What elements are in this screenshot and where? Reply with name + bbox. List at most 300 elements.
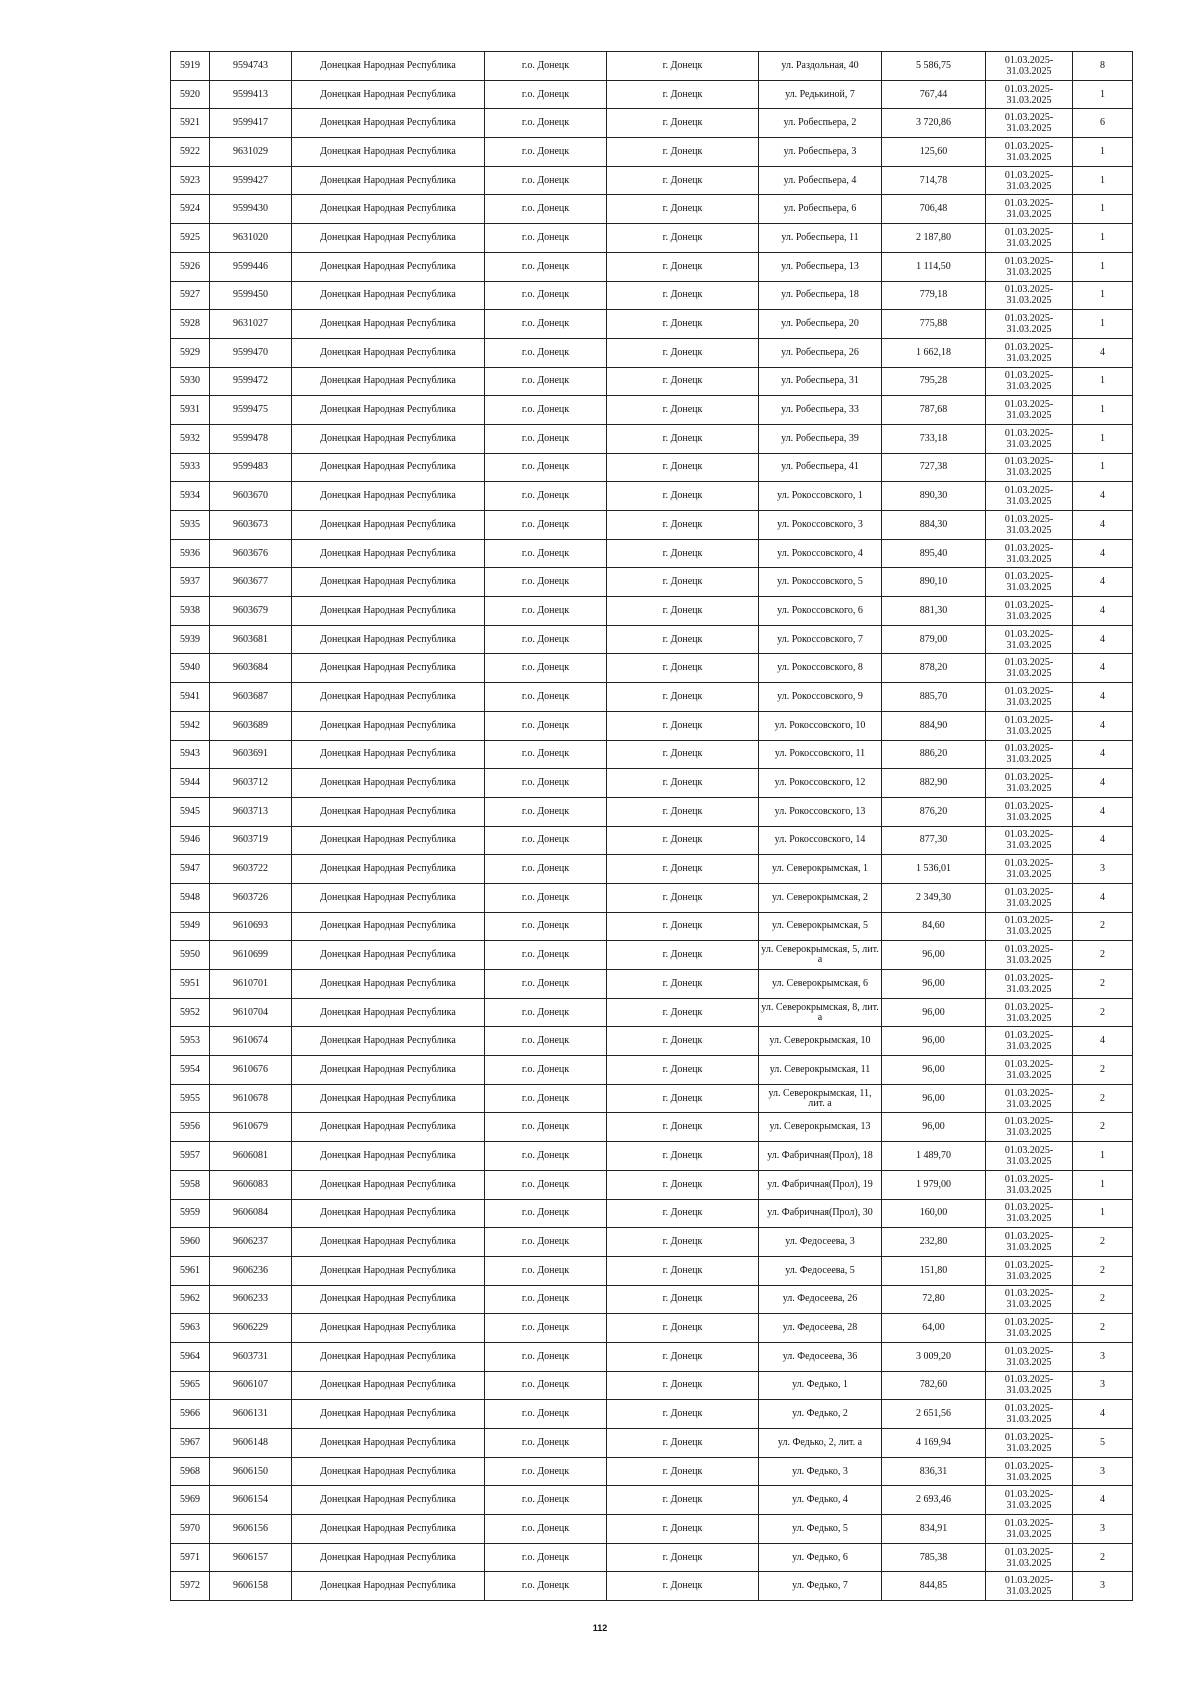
region-cell: Донецкая Народная Республика bbox=[292, 1457, 485, 1486]
region-cell: Донецкая Народная Республика bbox=[292, 281, 485, 310]
period-cell: 01.03.2025-31.03.2025 bbox=[986, 941, 1073, 970]
period-cell: 01.03.2025-31.03.2025 bbox=[986, 1170, 1073, 1199]
region-cell: Донецкая Народная Республика bbox=[292, 1371, 485, 1400]
object-code-cell: 9603673 bbox=[210, 511, 292, 540]
table-row bbox=[171, 138, 1133, 167]
city-cell: г. Донецк bbox=[607, 1142, 759, 1171]
row-number-cell: 5929 bbox=[171, 338, 210, 367]
row-number-cell: 5964 bbox=[171, 1342, 210, 1371]
object-code-cell: 9610679 bbox=[210, 1113, 292, 1142]
district-cell: г.о. Донецк bbox=[485, 740, 607, 769]
area-cell: 727,38 bbox=[882, 453, 986, 482]
address-cell: ул. Федосеева, 26 bbox=[759, 1285, 882, 1314]
table-row bbox=[171, 252, 1133, 281]
table-row bbox=[171, 1486, 1133, 1515]
count-cell: 2 bbox=[1073, 1056, 1133, 1085]
row-number-cell: 5960 bbox=[171, 1228, 210, 1257]
district-cell: г.о. Донецк bbox=[485, 1084, 607, 1113]
city-cell: г. Донецк bbox=[607, 281, 759, 310]
object-code-cell: 9603670 bbox=[210, 482, 292, 511]
data-table bbox=[170, 51, 1133, 1601]
district-cell: г.о. Донецк bbox=[485, 1342, 607, 1371]
area-cell: 782,60 bbox=[882, 1371, 986, 1400]
city-cell: г. Донецк bbox=[607, 883, 759, 912]
district-cell: г.о. Донецк bbox=[485, 281, 607, 310]
object-code-cell: 9599470 bbox=[210, 338, 292, 367]
area-cell: 890,10 bbox=[882, 568, 986, 597]
region-cell: Донецкая Народная Республика bbox=[292, 1084, 485, 1113]
region-cell: Донецкая Народная Республика bbox=[292, 482, 485, 511]
region-cell: Донецкая Народная Республика bbox=[292, 1170, 485, 1199]
object-code-cell: 9606081 bbox=[210, 1142, 292, 1171]
table-row bbox=[171, 1314, 1133, 1343]
area-cell: 96,00 bbox=[882, 1056, 986, 1085]
row-number-cell: 5958 bbox=[171, 1170, 210, 1199]
region-cell: Донецкая Народная Республика bbox=[292, 912, 485, 941]
city-cell: г. Донецк bbox=[607, 1429, 759, 1458]
region-cell: Донецкая Народная Республика bbox=[292, 1256, 485, 1285]
count-cell: 2 bbox=[1073, 912, 1133, 941]
area-cell: 4 169,94 bbox=[882, 1429, 986, 1458]
area-cell: 151,80 bbox=[882, 1256, 986, 1285]
period-cell: 01.03.2025-31.03.2025 bbox=[986, 367, 1073, 396]
count-cell: 4 bbox=[1073, 769, 1133, 798]
address-cell: ул. Робеспьера, 2 bbox=[759, 109, 882, 138]
row-number-cell: 5940 bbox=[171, 654, 210, 683]
address-cell: ул. Федосеева, 28 bbox=[759, 1314, 882, 1343]
area-cell: 884,30 bbox=[882, 511, 986, 540]
district-cell: г.о. Донецк bbox=[485, 1486, 607, 1515]
object-code-cell: 9599478 bbox=[210, 424, 292, 453]
object-code-cell: 9599417 bbox=[210, 109, 292, 138]
count-cell: 1 bbox=[1073, 424, 1133, 453]
area-cell: 1 662,18 bbox=[882, 338, 986, 367]
row-number-cell: 5969 bbox=[171, 1486, 210, 1515]
period-cell: 01.03.2025-31.03.2025 bbox=[986, 166, 1073, 195]
table-row bbox=[171, 109, 1133, 138]
table-row bbox=[171, 855, 1133, 884]
count-cell: 4 bbox=[1073, 1486, 1133, 1515]
city-cell: г. Донецк bbox=[607, 1170, 759, 1199]
object-code-cell: 9606158 bbox=[210, 1572, 292, 1601]
period-cell: 01.03.2025-31.03.2025 bbox=[986, 1429, 1073, 1458]
row-number-cell: 5942 bbox=[171, 711, 210, 740]
region-cell: Донецкая Народная Республика bbox=[292, 1285, 485, 1314]
region-cell: Донецкая Народная Республика bbox=[292, 367, 485, 396]
area-cell: 787,68 bbox=[882, 396, 986, 425]
district-cell: г.о. Донецк bbox=[485, 941, 607, 970]
city-cell: г. Донецк bbox=[607, 740, 759, 769]
address-cell: ул. Северокрымская, 5, лит. а bbox=[759, 941, 882, 970]
district-cell: г.о. Донецк bbox=[485, 1371, 607, 1400]
district-cell: г.о. Донецк bbox=[485, 797, 607, 826]
object-code-cell: 9631029 bbox=[210, 138, 292, 167]
city-cell: г. Донецк bbox=[607, 338, 759, 367]
region-cell: Донецкая Народная Республика bbox=[292, 166, 485, 195]
area-cell: 877,30 bbox=[882, 826, 986, 855]
period-cell: 01.03.2025-31.03.2025 bbox=[986, 195, 1073, 224]
city-cell: г. Донецк bbox=[607, 310, 759, 339]
count-cell: 4 bbox=[1073, 338, 1133, 367]
count-cell: 1 bbox=[1073, 1199, 1133, 1228]
row-number-cell: 5948 bbox=[171, 883, 210, 912]
object-code-cell: 9603719 bbox=[210, 826, 292, 855]
row-number-cell: 5933 bbox=[171, 453, 210, 482]
count-cell: 2 bbox=[1073, 1084, 1133, 1113]
period-cell: 01.03.2025-31.03.2025 bbox=[986, 52, 1073, 81]
table-row bbox=[171, 1228, 1133, 1257]
address-cell: ул. Федько, 2, лит. а bbox=[759, 1429, 882, 1458]
count-cell: 4 bbox=[1073, 1027, 1133, 1056]
object-code-cell: 9603684 bbox=[210, 654, 292, 683]
table-row bbox=[171, 1113, 1133, 1142]
district-cell: г.о. Донецк bbox=[485, 1457, 607, 1486]
district-cell: г.о. Донецк bbox=[485, 539, 607, 568]
count-cell: 4 bbox=[1073, 683, 1133, 712]
object-code-cell: 9599430 bbox=[210, 195, 292, 224]
region-cell: Донецкая Народная Республика bbox=[292, 883, 485, 912]
region-cell: Донецкая Народная Республика bbox=[292, 769, 485, 798]
period-cell: 01.03.2025-31.03.2025 bbox=[986, 1285, 1073, 1314]
object-code-cell: 9599472 bbox=[210, 367, 292, 396]
table-row bbox=[171, 1285, 1133, 1314]
period-cell: 01.03.2025-31.03.2025 bbox=[986, 1314, 1073, 1343]
table-row bbox=[171, 597, 1133, 626]
object-code-cell: 9603676 bbox=[210, 539, 292, 568]
address-cell: ул. Фабричная(Прол), 30 bbox=[759, 1199, 882, 1228]
object-code-cell: 9606237 bbox=[210, 1228, 292, 1257]
city-cell: г. Донецк bbox=[607, 683, 759, 712]
address-cell: ул. Северокрымская, 11 bbox=[759, 1056, 882, 1085]
object-code-cell: 9599413 bbox=[210, 80, 292, 109]
table-row bbox=[171, 1170, 1133, 1199]
city-cell: г. Донецк bbox=[607, 453, 759, 482]
city-cell: г. Донецк bbox=[607, 826, 759, 855]
region-cell: Донецкая Народная Республика bbox=[292, 1486, 485, 1515]
address-cell: ул. Федько, 1 bbox=[759, 1371, 882, 1400]
object-code-cell: 9610693 bbox=[210, 912, 292, 941]
period-cell: 01.03.2025-31.03.2025 bbox=[986, 281, 1073, 310]
row-number-cell: 5923 bbox=[171, 166, 210, 195]
region-cell: Донецкая Народная Республика bbox=[292, 1342, 485, 1371]
district-cell: г.о. Донецк bbox=[485, 711, 607, 740]
count-cell: 4 bbox=[1073, 740, 1133, 769]
area-cell: 714,78 bbox=[882, 166, 986, 195]
district-cell: г.о. Донецк bbox=[485, 109, 607, 138]
table-row bbox=[171, 883, 1133, 912]
period-cell: 01.03.2025-31.03.2025 bbox=[986, 338, 1073, 367]
area-cell: 1 979,00 bbox=[882, 1170, 986, 1199]
table-row bbox=[171, 912, 1133, 941]
table-row bbox=[171, 740, 1133, 769]
object-code-cell: 9606156 bbox=[210, 1515, 292, 1544]
region-cell: Донецкая Народная Республика bbox=[292, 1027, 485, 1056]
area-cell: 5 586,75 bbox=[882, 52, 986, 81]
district-cell: г.о. Донецк bbox=[485, 883, 607, 912]
area-cell: 96,00 bbox=[882, 1113, 986, 1142]
district-cell: г.о. Донецк bbox=[485, 1142, 607, 1171]
district-cell: г.о. Донецк bbox=[485, 826, 607, 855]
city-cell: г. Донецк bbox=[607, 1027, 759, 1056]
address-cell: ул. Раздольная, 40 bbox=[759, 52, 882, 81]
address-cell: ул. Северокрымская, 2 bbox=[759, 883, 882, 912]
object-code-cell: 9603731 bbox=[210, 1342, 292, 1371]
district-cell: г.о. Донецк bbox=[485, 396, 607, 425]
table-row bbox=[171, 797, 1133, 826]
city-cell: г. Донецк bbox=[607, 166, 759, 195]
row-number-cell: 5945 bbox=[171, 797, 210, 826]
address-cell: ул. Рокоссовского, 12 bbox=[759, 769, 882, 798]
area-cell: 2 187,80 bbox=[882, 224, 986, 253]
area-cell: 2 693,46 bbox=[882, 1486, 986, 1515]
region-cell: Донецкая Народная Республика bbox=[292, 1400, 485, 1429]
table-row bbox=[171, 511, 1133, 540]
count-cell: 3 bbox=[1073, 1457, 1133, 1486]
period-cell: 01.03.2025-31.03.2025 bbox=[986, 109, 1073, 138]
area-cell: 779,18 bbox=[882, 281, 986, 310]
area-cell: 96,00 bbox=[882, 1084, 986, 1113]
region-cell: Донецкая Народная Республика bbox=[292, 1142, 485, 1171]
count-cell: 1 bbox=[1073, 367, 1133, 396]
region-cell: Донецкая Народная Республика bbox=[292, 1572, 485, 1601]
count-cell: 1 bbox=[1073, 252, 1133, 281]
object-code-cell: 9606233 bbox=[210, 1285, 292, 1314]
table-row bbox=[171, 367, 1133, 396]
district-cell: г.о. Донецк bbox=[485, 1429, 607, 1458]
count-cell: 2 bbox=[1073, 1285, 1133, 1314]
area-cell: 84,60 bbox=[882, 912, 986, 941]
address-cell: ул. Рокоссовского, 5 bbox=[759, 568, 882, 597]
table-row bbox=[171, 1142, 1133, 1171]
city-cell: г. Донецк bbox=[607, 1113, 759, 1142]
city-cell: г. Донецк bbox=[607, 511, 759, 540]
city-cell: г. Донецк bbox=[607, 138, 759, 167]
object-code-cell: 9599446 bbox=[210, 252, 292, 281]
address-cell: ул. Рокоссовского, 8 bbox=[759, 654, 882, 683]
object-code-cell: 9606157 bbox=[210, 1543, 292, 1572]
region-cell: Донецкая Народная Республика bbox=[292, 1228, 485, 1257]
city-cell: г. Донецк bbox=[607, 1314, 759, 1343]
object-code-cell: 9610701 bbox=[210, 970, 292, 999]
row-number-cell: 5919 bbox=[171, 52, 210, 81]
address-cell: ул. Рокоссовского, 9 bbox=[759, 683, 882, 712]
district-cell: г.о. Донецк bbox=[485, 1285, 607, 1314]
object-code-cell: 9603681 bbox=[210, 625, 292, 654]
table-row bbox=[171, 310, 1133, 339]
object-code-cell: 9603712 bbox=[210, 769, 292, 798]
row-number-cell: 5944 bbox=[171, 769, 210, 798]
district-cell: г.о. Донецк bbox=[485, 1199, 607, 1228]
region-cell: Донецкая Народная Республика bbox=[292, 138, 485, 167]
address-cell: ул. Федько, 6 bbox=[759, 1543, 882, 1572]
district-cell: г.о. Донецк bbox=[485, 912, 607, 941]
district-cell: г.о. Донецк bbox=[485, 568, 607, 597]
table-row bbox=[171, 1342, 1133, 1371]
region-cell: Донецкая Народная Республика bbox=[292, 654, 485, 683]
table-row bbox=[171, 482, 1133, 511]
city-cell: г. Донецк bbox=[607, 539, 759, 568]
table-row bbox=[171, 826, 1133, 855]
city-cell: г. Донецк bbox=[607, 195, 759, 224]
period-cell: 01.03.2025-31.03.2025 bbox=[986, 568, 1073, 597]
address-cell: ул. Северокрымская, 11, лит. а bbox=[759, 1084, 882, 1113]
area-cell: 64,00 bbox=[882, 1314, 986, 1343]
district-cell: г.о. Донецк bbox=[485, 1543, 607, 1572]
object-code-cell: 9606236 bbox=[210, 1256, 292, 1285]
period-cell: 01.03.2025-31.03.2025 bbox=[986, 1572, 1073, 1601]
city-cell: г. Донецк bbox=[607, 711, 759, 740]
area-cell: 895,40 bbox=[882, 539, 986, 568]
row-number-cell: 5966 bbox=[171, 1400, 210, 1429]
address-cell: ул. Робеспьера, 41 bbox=[759, 453, 882, 482]
address-cell: ул. Робеспьера, 26 bbox=[759, 338, 882, 367]
row-number-cell: 5936 bbox=[171, 539, 210, 568]
count-cell: 1 bbox=[1073, 281, 1133, 310]
period-cell: 01.03.2025-31.03.2025 bbox=[986, 539, 1073, 568]
object-code-cell: 9606084 bbox=[210, 1199, 292, 1228]
count-cell: 1 bbox=[1073, 166, 1133, 195]
district-cell: г.о. Донецк bbox=[485, 195, 607, 224]
address-cell: ул. Федосеева, 5 bbox=[759, 1256, 882, 1285]
area-cell: 795,28 bbox=[882, 367, 986, 396]
area-cell: 767,44 bbox=[882, 80, 986, 109]
period-cell: 01.03.2025-31.03.2025 bbox=[986, 138, 1073, 167]
address-cell: ул. Робеспьера, 11 bbox=[759, 224, 882, 253]
period-cell: 01.03.2025-31.03.2025 bbox=[986, 855, 1073, 884]
region-cell: Донецкая Народная Республика bbox=[292, 797, 485, 826]
region-cell: Донецкая Народная Республика bbox=[292, 826, 485, 855]
table-row bbox=[171, 654, 1133, 683]
row-number-cell: 5970 bbox=[171, 1515, 210, 1544]
address-cell: ул. Рокоссовского, 6 bbox=[759, 597, 882, 626]
district-cell: г.о. Донецк bbox=[485, 1228, 607, 1257]
period-cell: 01.03.2025-31.03.2025 bbox=[986, 1228, 1073, 1257]
region-cell: Донецкая Народная Республика bbox=[292, 1543, 485, 1572]
table-row bbox=[171, 568, 1133, 597]
area-cell: 884,90 bbox=[882, 711, 986, 740]
object-code-cell: 9631027 bbox=[210, 310, 292, 339]
count-cell: 2 bbox=[1073, 1228, 1133, 1257]
address-cell: ул. Федько, 5 bbox=[759, 1515, 882, 1544]
area-cell: 890,30 bbox=[882, 482, 986, 511]
row-number-cell: 5953 bbox=[171, 1027, 210, 1056]
count-cell: 4 bbox=[1073, 1400, 1133, 1429]
table-row bbox=[171, 195, 1133, 224]
region-cell: Донецкая Народная Республика bbox=[292, 52, 485, 81]
area-cell: 96,00 bbox=[882, 970, 986, 999]
table-row bbox=[171, 424, 1133, 453]
region-cell: Донецкая Народная Республика bbox=[292, 711, 485, 740]
count-cell: 5 bbox=[1073, 1429, 1133, 1458]
area-cell: 844,85 bbox=[882, 1572, 986, 1601]
area-cell: 876,20 bbox=[882, 797, 986, 826]
period-cell: 01.03.2025-31.03.2025 bbox=[986, 998, 1073, 1027]
area-cell: 834,91 bbox=[882, 1515, 986, 1544]
region-cell: Донецкая Народная Республика bbox=[292, 1515, 485, 1544]
period-cell: 01.03.2025-31.03.2025 bbox=[986, 740, 1073, 769]
area-cell: 2 349,30 bbox=[882, 883, 986, 912]
row-number-cell: 5968 bbox=[171, 1457, 210, 1486]
area-cell: 96,00 bbox=[882, 1027, 986, 1056]
object-code-cell: 9606154 bbox=[210, 1486, 292, 1515]
table-row bbox=[171, 1027, 1133, 1056]
address-cell: ул. Фабричная(Прол), 18 bbox=[759, 1142, 882, 1171]
count-cell: 2 bbox=[1073, 1543, 1133, 1572]
region-cell: Донецкая Народная Республика bbox=[292, 80, 485, 109]
count-cell: 3 bbox=[1073, 855, 1133, 884]
period-cell: 01.03.2025-31.03.2025 bbox=[986, 1543, 1073, 1572]
count-cell: 1 bbox=[1073, 453, 1133, 482]
row-number-cell: 5955 bbox=[171, 1084, 210, 1113]
area-cell: 706,48 bbox=[882, 195, 986, 224]
object-code-cell: 9606148 bbox=[210, 1429, 292, 1458]
row-number-cell: 5938 bbox=[171, 597, 210, 626]
city-cell: г. Донецк bbox=[607, 482, 759, 511]
area-cell: 885,70 bbox=[882, 683, 986, 712]
region-cell: Донецкая Народная Республика bbox=[292, 224, 485, 253]
count-cell: 2 bbox=[1073, 941, 1133, 970]
area-cell: 886,20 bbox=[882, 740, 986, 769]
object-code-cell: 9610678 bbox=[210, 1084, 292, 1113]
area-cell: 1 536,01 bbox=[882, 855, 986, 884]
region-cell: Донецкая Народная Республика bbox=[292, 338, 485, 367]
object-code-cell: 9606229 bbox=[210, 1314, 292, 1343]
period-cell: 01.03.2025-31.03.2025 bbox=[986, 252, 1073, 281]
table-row bbox=[171, 453, 1133, 482]
object-code-cell: 9603726 bbox=[210, 883, 292, 912]
object-code-cell: 9606107 bbox=[210, 1371, 292, 1400]
row-number-cell: 5961 bbox=[171, 1256, 210, 1285]
table-row bbox=[171, 1543, 1133, 1572]
district-cell: г.о. Донецк bbox=[485, 1400, 607, 1429]
count-cell: 4 bbox=[1073, 539, 1133, 568]
count-cell: 4 bbox=[1073, 597, 1133, 626]
region-cell: Донецкая Народная Республика bbox=[292, 424, 485, 453]
address-cell: ул. Федько, 7 bbox=[759, 1572, 882, 1601]
object-code-cell: 9603677 bbox=[210, 568, 292, 597]
object-code-cell: 9610699 bbox=[210, 941, 292, 970]
city-cell: г. Донецк bbox=[607, 224, 759, 253]
city-cell: г. Донецк bbox=[607, 797, 759, 826]
row-number-cell: 5947 bbox=[171, 855, 210, 884]
row-number-cell: 5949 bbox=[171, 912, 210, 941]
city-cell: г. Донецк bbox=[607, 1199, 759, 1228]
row-number-cell: 5934 bbox=[171, 482, 210, 511]
district-cell: г.о. Донецк bbox=[485, 80, 607, 109]
region-cell: Донецкая Народная Республика bbox=[292, 597, 485, 626]
period-cell: 01.03.2025-31.03.2025 bbox=[986, 883, 1073, 912]
count-cell: 4 bbox=[1073, 883, 1133, 912]
row-number-cell: 5943 bbox=[171, 740, 210, 769]
table-row bbox=[171, 769, 1133, 798]
period-cell: 01.03.2025-31.03.2025 bbox=[986, 1400, 1073, 1429]
count-cell: 3 bbox=[1073, 1371, 1133, 1400]
count-cell: 6 bbox=[1073, 109, 1133, 138]
period-cell: 01.03.2025-31.03.2025 bbox=[986, 1457, 1073, 1486]
area-cell: 775,88 bbox=[882, 310, 986, 339]
table-row bbox=[171, 1429, 1133, 1458]
count-cell: 2 bbox=[1073, 970, 1133, 999]
period-cell: 01.03.2025-31.03.2025 bbox=[986, 1084, 1073, 1113]
area-cell: 733,18 bbox=[882, 424, 986, 453]
city-cell: г. Донецк bbox=[607, 1543, 759, 1572]
table-row bbox=[171, 1400, 1133, 1429]
city-cell: г. Донецк bbox=[607, 654, 759, 683]
area-cell: 72,80 bbox=[882, 1285, 986, 1314]
count-cell: 1 bbox=[1073, 80, 1133, 109]
district-cell: г.о. Донецк bbox=[485, 166, 607, 195]
address-cell: ул. Федько, 2 bbox=[759, 1400, 882, 1429]
